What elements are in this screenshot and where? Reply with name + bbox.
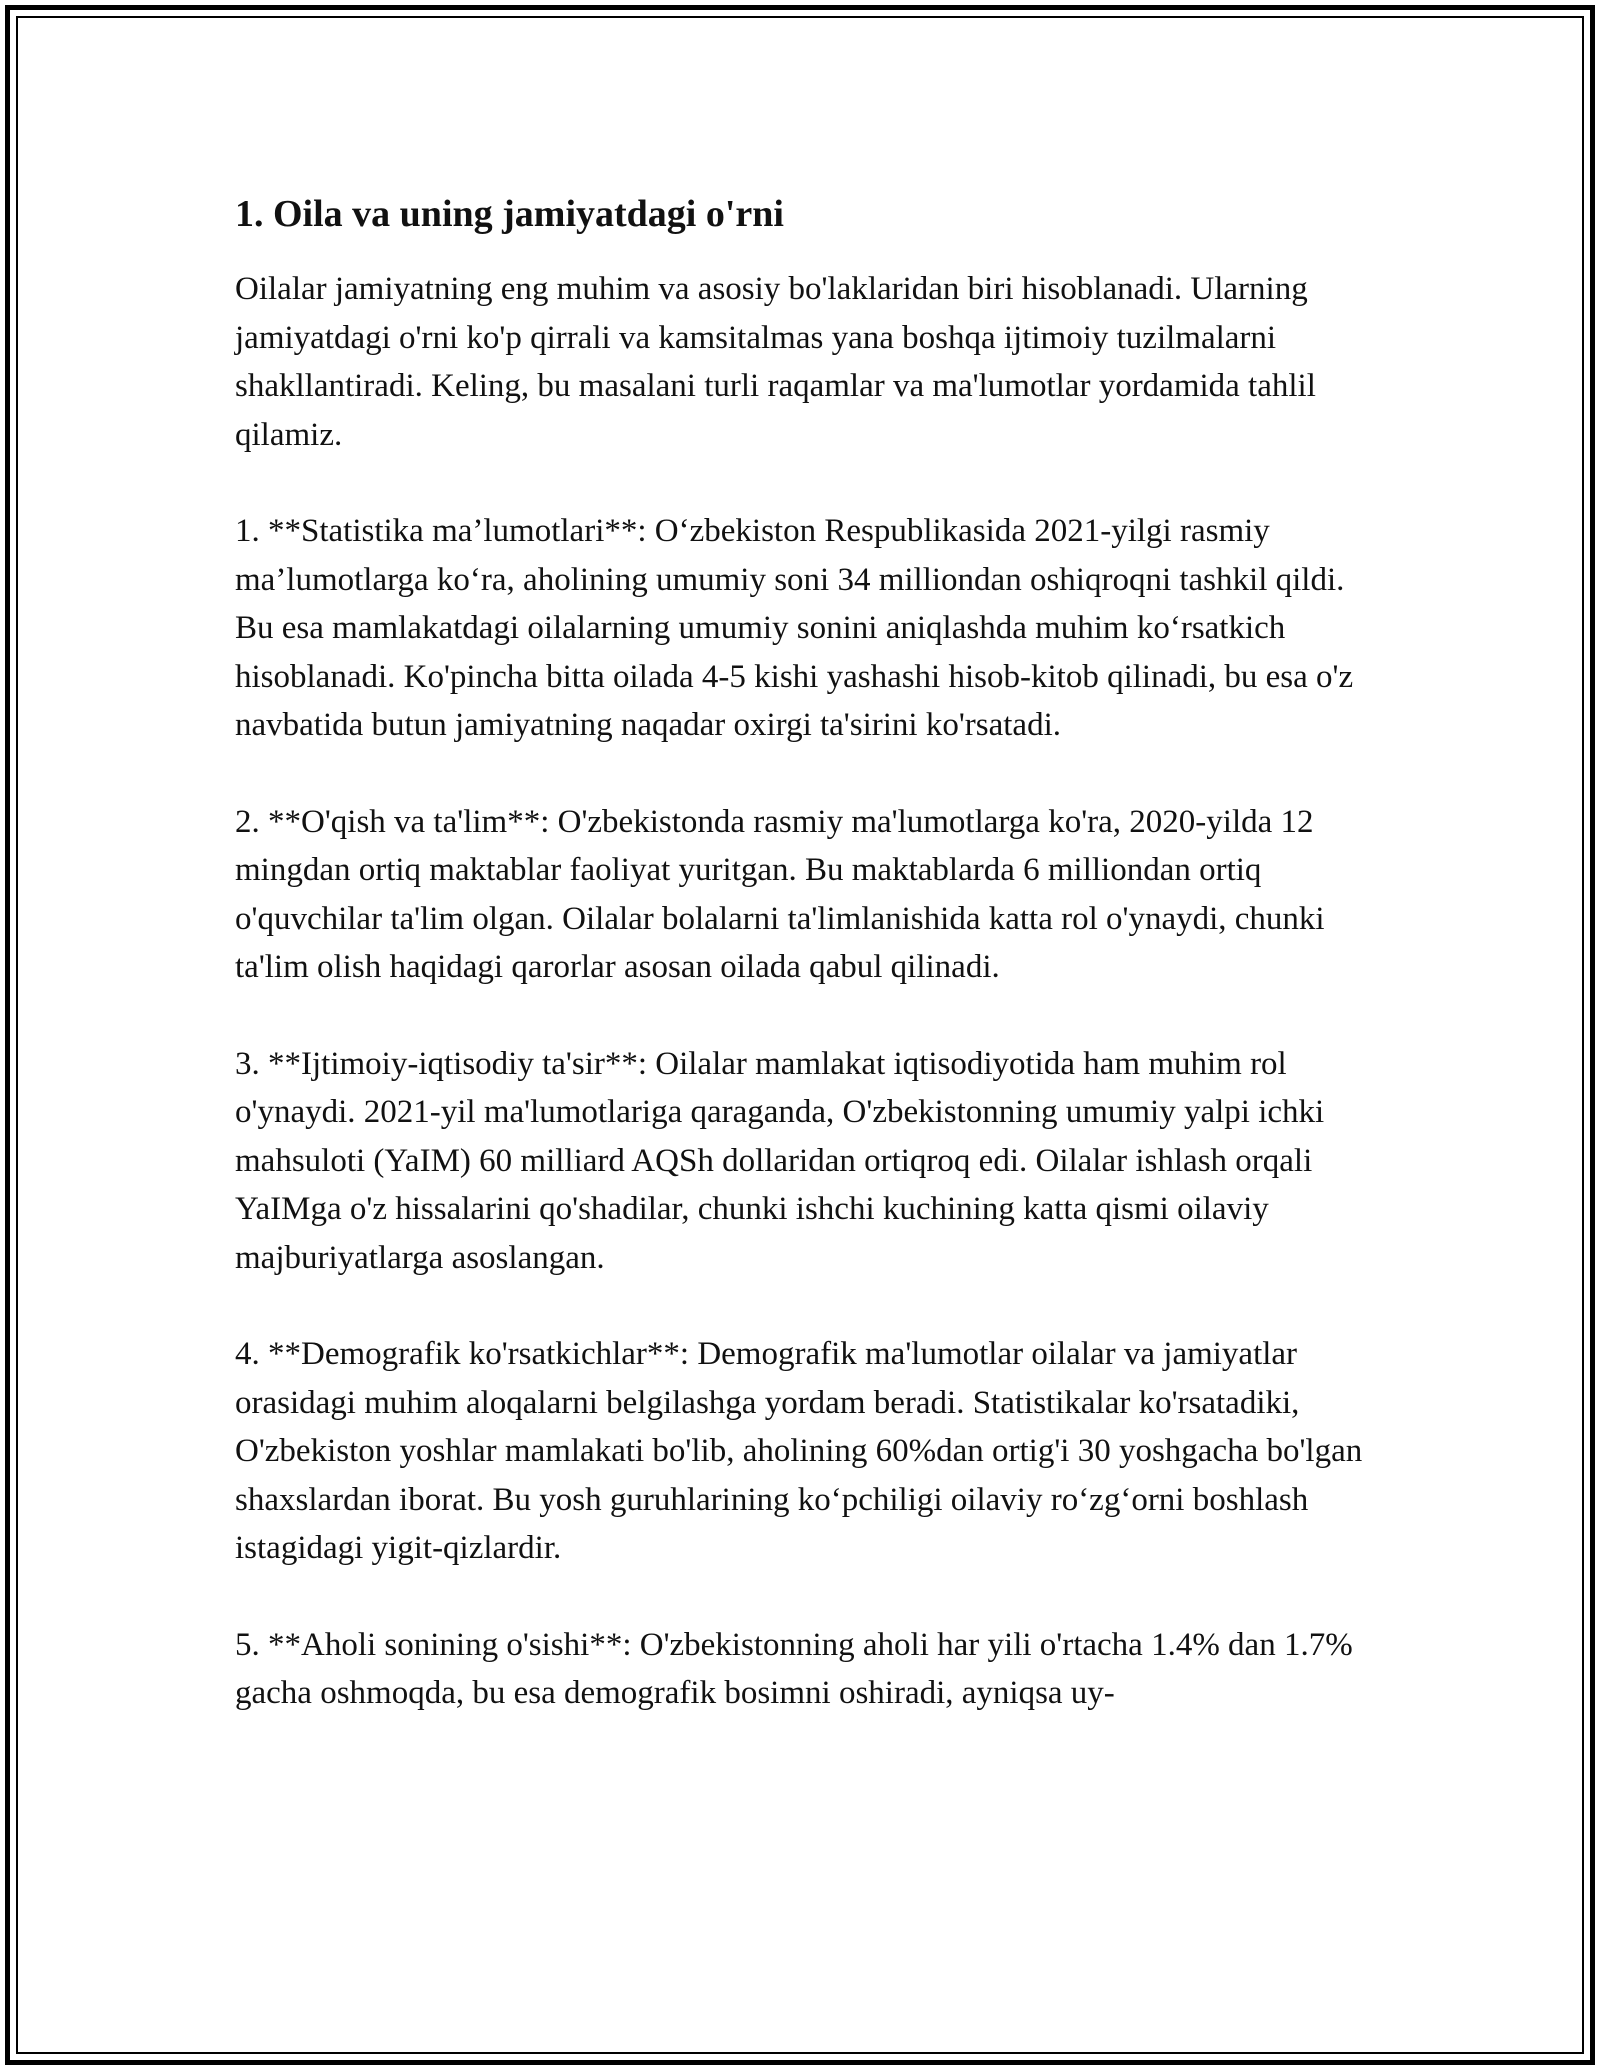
point-paragraph-education: 2. **O'qish va ta'lim**: O'zbekistonda rasmiy ma'lumotlarga ko'ra, 2020-yilda 12 mingdan ortiq maktablar faoliyat yuritgan. Bu maktablarda 6 milliondan ortiq o'quvchilar ta'lim olgan. Oilalar bolalarni ta'limlanishida katta rol o'ynaydi, chunki ta'lim olish haqidagi qarorlar asosan oilada qabul qilinadi. xyxy=(235,803,1325,985)
point-paragraph-socioeconomic: 3. **Ijtimoiy-iqtisodiy ta'sir**: Oilalar mamlakat iqtisodiyotida ham muhim rol o'ynaydi. 2021-yil ma'lumotlariga qaraganda, O'zbekistonning umumiy yalpi ichki mahsuloti (YaIM) 60 milliard AQSh dollaridan ortiqroq edi. Oilalar ishlash orqali YaIMga o'z hissalarini qo'shadilar, chunki ishchi kuchining katta qismi oilaviy majburiyatlarga asoslangan. xyxy=(235,1045,1325,1276)
intro-paragraph: Oilalar jamiyatning eng muhim va asosiy bo'laklaridan biri hisoblanadi. Ularning jamiyatdagi o'rni ko'p qirrali va kamsitalmas yana boshqa ijtimoiy tuzilmalarni shakllantiradi. Keling, bu masalani turli raqamlar va ma'lumotlar yordamida tahlil qilamiz. xyxy=(235,271,1316,453)
point-paragraph-statistics: 1. **Statistika ma’lumotlari**: O‘zbekiston Respublikasida 2021-yilgi rasmiy ma’lumotlarga ko‘ra, aholining umumiy soni 34 milliondan oshiqroqni tashkil qildi. Bu esa mamlakatdagi oilalarning umumiy sonini aniqlashda muhim ko‘rsatkich hisoblanadi. Ko'pincha bitta oilada 4-5 kishi yashashi hisob-kitob qilinadi, bu esa o'z navbatida butun jamiyatning naqadar oxirgi ta'sirini ko'rsatadi. xyxy=(235,513,1354,743)
document-body xyxy=(235,185,1370,1718)
page-title: 1. Oila va uning jamiyatdagi o'rni xyxy=(235,193,784,235)
point-paragraph-demographics: 4. **Demografik ko'rsatkichlar**: Demografik ma'lumotlar oilalar va jamiyatlar orasidagi muhim aloqalarni belgilashga yordam beradi. Statistikalar ko'rsatadiki, O'zbekiston yoshlar mamlakati bo'lib, aholining 60%dan ortig'i 30 yoshgacha bo'lgan shaxslardan iborat. Bu yosh guruhlarining ko‘pchiligi oilaviy ro‘zg‘orni boshlash istagidagi yigit-qizlardir. xyxy=(235,1336,1363,1566)
point-paragraph-population-growth: 5. **Aholi sonining o'sishi**: O'zbekistonning aholi har yili o'rtacha 1.4% dan 1.7% gacha oshmoqda, bu esa demografik bosimni oshiradi, ayniqsa uy- xyxy=(235,1626,1353,1711)
